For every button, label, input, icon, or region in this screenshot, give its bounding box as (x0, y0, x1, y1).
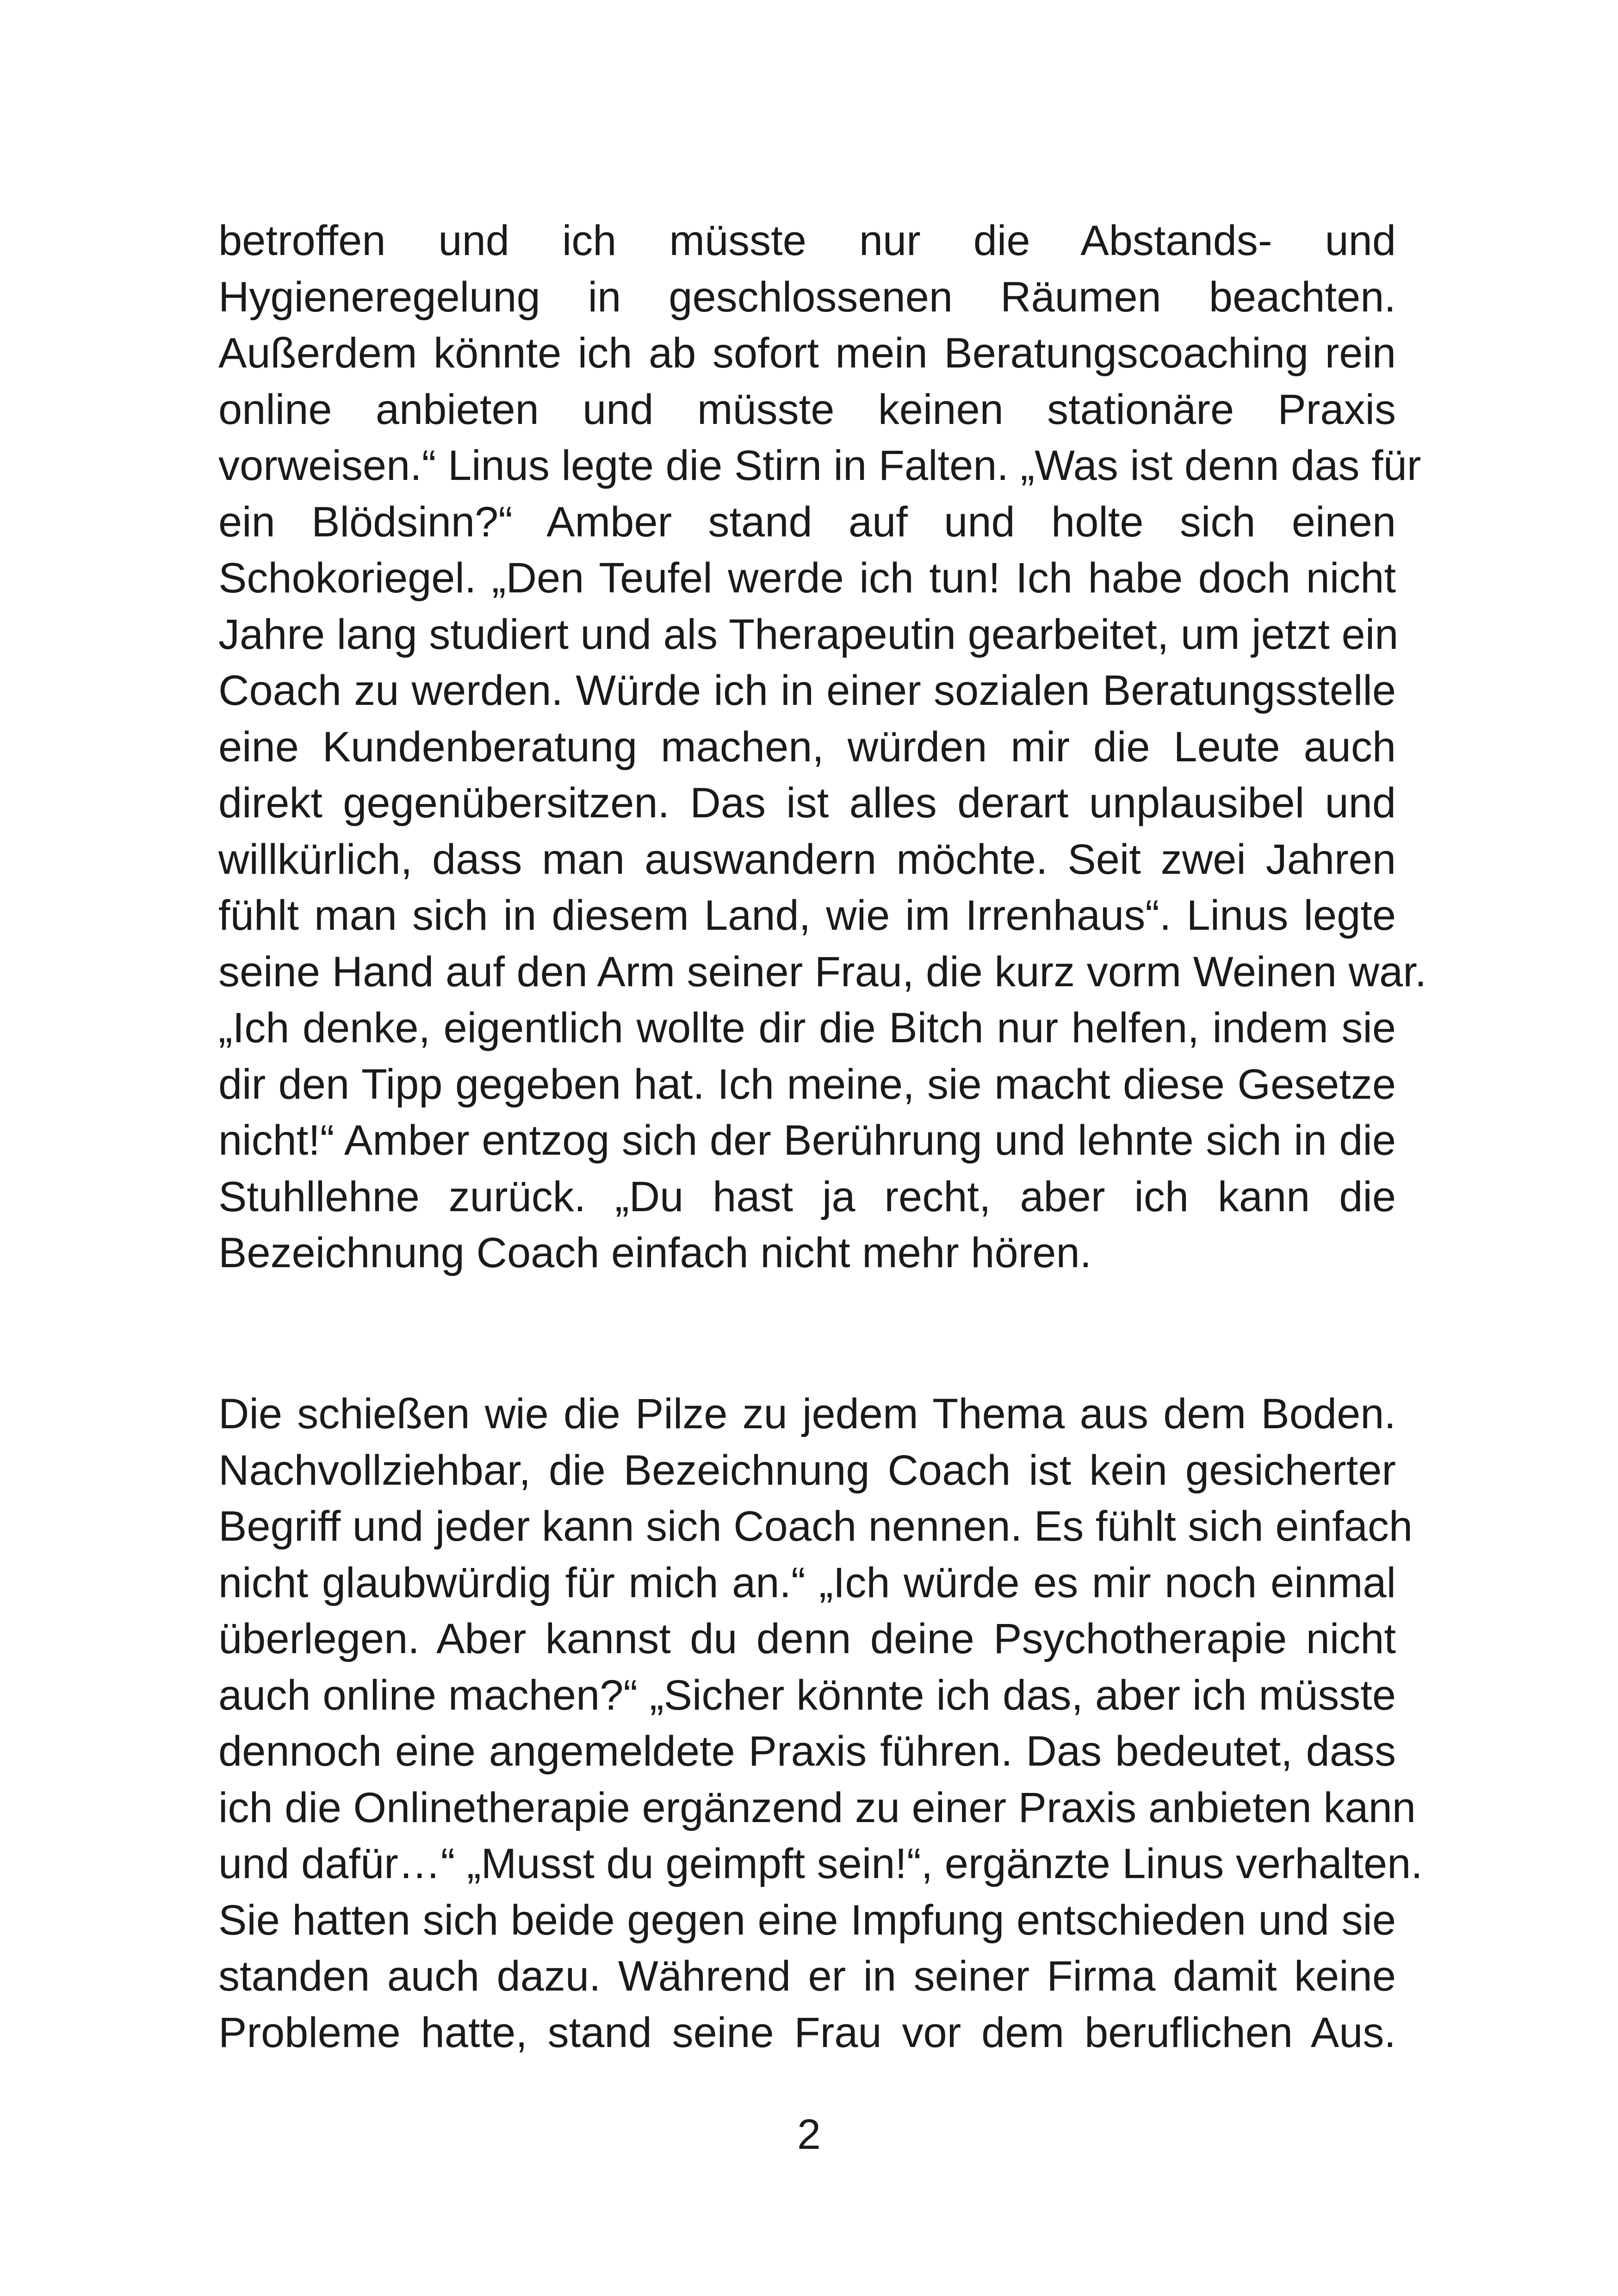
text-line: Schokoriegel. „Den Teufel werde ich tun! Ich habe doch nicht (218, 554, 1396, 602)
text-line: Begriff und jeder kann sich Coach nennen. Es fühlt sich einfach (218, 1503, 1413, 1550)
text-line: nicht!“ Amber entzog sich der Berührung und lehnte sich in die (218, 1117, 1396, 1164)
text-line: nicht glaubwürdig für mich an.“ „Ich würde es mir noch einmal (218, 1559, 1396, 1606)
text-line: Hygieneregelung in geschlossenen Räumen beachten. (218, 273, 1396, 321)
text-line: auch online machen?“ „Sicher könnte ich das, aber ich müsste (218, 1671, 1396, 1719)
paragraph-2 (218, 1386, 1423, 2061)
text-line: Nachvollziehbar, die Bezeichnung Coach ist kein gesicherter (218, 1446, 1396, 1494)
text-line: Jahre lang studiert und als Therapeutin gearbeitet, um jetzt ein (218, 610, 1399, 658)
text-line: standen auch dazu. Während er in seiner Firma damit keine (218, 1953, 1396, 2000)
text-line: dennoch eine angemeldete Praxis führen. Das bedeutet, dass (218, 1728, 1396, 1775)
text-line: vorweisen.“ Linus legte die Stirn in Falten. „Was ist denn das für (218, 442, 1421, 489)
text-line: Die schießen wie die Pilze zu jedem Thema aus dem Boden. (218, 1390, 1396, 1437)
text-line: „Ich denke, eigentlich wollte dir die Bitch nur helfen, indem sie (218, 1004, 1396, 1052)
text-line: Coach zu werden. Würde ich in einer sozialen Beratungsstelle (218, 667, 1396, 714)
text-line: Probleme hatte, stand seine Frau vor dem beruflichen Aus. (218, 2009, 1396, 2056)
text-line: Bezeichnung Coach einfach nicht mehr hören. (218, 1229, 1092, 1276)
text-line: ein Blödsinn?“ Amber stand auf und holte sich einen (218, 498, 1396, 546)
page-number: 2 (797, 2111, 821, 2158)
text-line: seine Hand auf den Arm seiner Frau, die kurz vorm Weinen war. (218, 948, 1427, 996)
text-line: Stuhllehne zurück. „Du hast ja recht, aber ich kann die (218, 1173, 1396, 1220)
text-line: Sie hatten sich beide gegen eine Impfung entschieden und sie (218, 1896, 1396, 1944)
text-line: betroffen und ich müsste nur die Abstands- und (218, 217, 1396, 264)
text-line: dir den Tipp gegeben hat. Ich meine, sie macht diese Gesetze (218, 1060, 1396, 1108)
text-line: direkt gegenübersitzen. Das ist alles derart unplausibel und (218, 779, 1396, 827)
text-line: fühlt man sich in diesem Land, wie im Irrenhaus“. Linus legte (218, 892, 1396, 939)
text-line: willkürlich, dass man auswandern möchte. Seit zwei Jahren (218, 835, 1396, 883)
paragraph-1 (218, 213, 1427, 1282)
text-line: überlegen. Aber kannst du denn deine Psychotherapie nicht (218, 1615, 1396, 1662)
text-line: eine Kundenberatung machen, würden mir die Leute auch (218, 723, 1396, 771)
text-line: Außerdem könnte ich ab sofort mein Beratungscoaching rein (218, 330, 1396, 377)
text-line: und dafür…“ „Musst du geimpft sein!“, ergänzte Linus verhalten. (218, 1840, 1423, 1887)
text-line: online anbieten und müsste keinen stationäre Praxis (218, 386, 1396, 433)
text-line: ich die Onlinetherapie ergänzend zu einer Praxis anbieten kann (218, 1784, 1416, 1831)
